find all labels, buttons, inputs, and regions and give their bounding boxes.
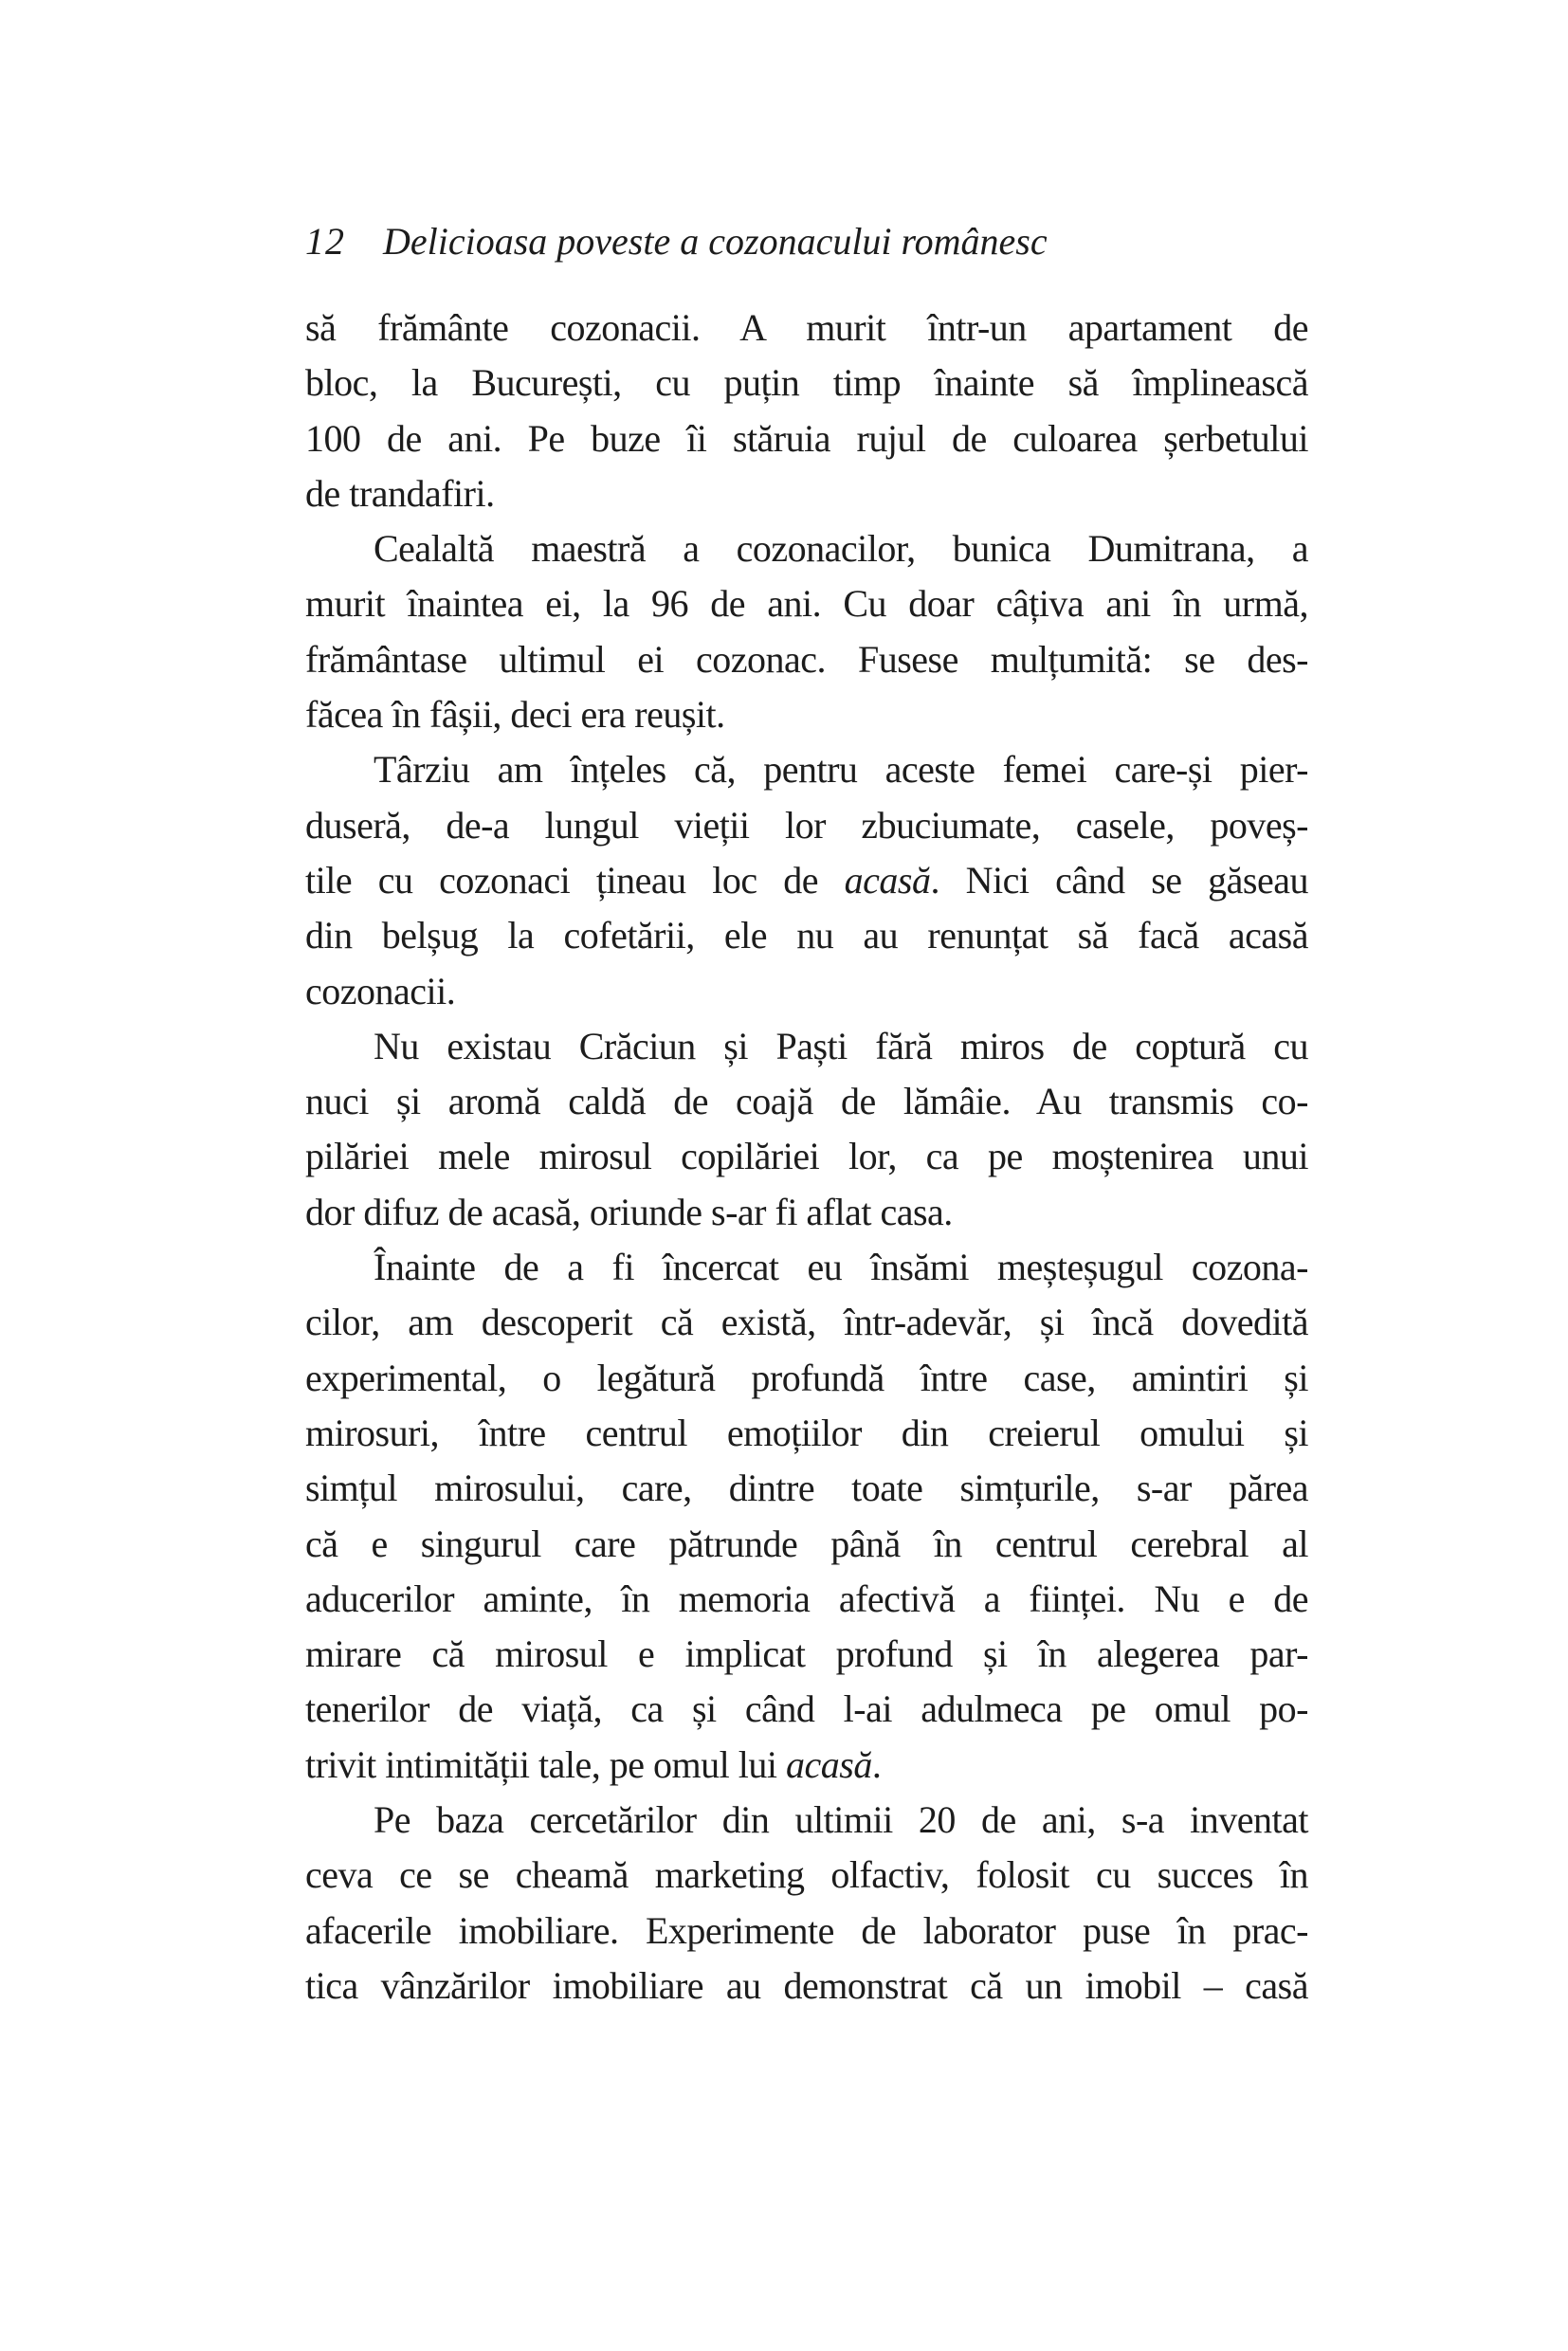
text-line: [305, 1129, 1308, 1184]
text-segment: Cealaltă maestră a cozonacilor, bunica Dumitrana, a: [374, 527, 1308, 571]
text-segment: dor difuz de acasă, oriunde s-ar fi aflat casa.: [305, 1190, 953, 1233]
text-line: [305, 1295, 1308, 1350]
text-segment: tica vânzărilor imobiliare au demonstrat că un imobil – casă: [305, 1963, 1308, 2007]
text-line: [305, 411, 1308, 466]
text-line: [305, 1517, 1308, 1572]
italic-text-segment: acasă: [786, 1742, 872, 1786]
text-segment: 100 de ani. Pe buze îi stăruia rujul de culoarea șerbetului: [305, 416, 1308, 460]
text-line: [305, 687, 1308, 742]
text-segment: Târziu am înțeles că, pentru aceste femei care-și pier-: [374, 748, 1308, 792]
text-segment: cozonacii.: [305, 969, 456, 1012]
text-segment: . Nici când se găseau: [930, 858, 1308, 902]
text-segment: frământase ultimul ei cozonac. Fusese mulțumită: se des-: [305, 637, 1308, 681]
text-line: [305, 1461, 1308, 1516]
text-line: [305, 301, 1308, 355]
text-segment: făcea în fâșii, deci era reușit.: [305, 693, 725, 737]
text-line: [305, 853, 1308, 908]
page-number: 12: [305, 220, 345, 263]
text-line: [305, 466, 1308, 521]
italic-text-segment: acasă: [844, 858, 931, 902]
text-line: [305, 576, 1308, 631]
text-segment: aducerilor aminte, în memoria afectivă a ființei. Nu e de: [305, 1576, 1308, 1620]
text-segment: mirosuri, între centrul emoțiilor din creierul omului și: [305, 1411, 1308, 1454]
text-segment: bloc, la București, cu puțin timp înainte să împlinească: [305, 361, 1308, 405]
text-segment: tile cu cozonaci țineau loc de: [305, 858, 845, 902]
text-segment: Pe baza cercetărilor din ultimii 20 de ani, s-a inventat: [374, 1798, 1308, 1842]
text-segment: duseră, de-a lungul vieții lor zbuciumate, casele, poveș-: [305, 803, 1308, 847]
text-segment: ceva ce se cheamă marketing olfactiv, folosit cu succes în: [305, 1853, 1308, 1897]
text-segment: murit înaintea ei, la 96 de ani. Cu doar câțiva ani în urmă,: [305, 582, 1308, 626]
text-line: [305, 1572, 1308, 1627]
text-line: [305, 798, 1308, 853]
text-line: [305, 1074, 1308, 1129]
text-line: [305, 908, 1308, 963]
text-line: [305, 1627, 1308, 1682]
text-line: [305, 1793, 1308, 1848]
text-line: [305, 1019, 1308, 1074]
text-line: [305, 1185, 1308, 1240]
text-line: [305, 1682, 1308, 1737]
text-segment: tenerilor de viață, ca și când l-ai adulmeca pe omul po-: [305, 1687, 1308, 1731]
text-line: [305, 632, 1308, 687]
text-segment: că e singurul care pătrunde până în centrul cerebral al: [305, 1522, 1308, 1565]
body-text: [305, 301, 1308, 2014]
text-line: [305, 521, 1308, 576]
text-segment: pilăriei mele mirosul copilăriei lor, ca pe moștenirea unui: [305, 1135, 1308, 1178]
running-title: Delicioasa poveste a cozonacului românesc: [383, 220, 1048, 263]
text-line: [305, 1959, 1308, 2014]
text-line: [305, 1904, 1308, 1959]
running-head: [305, 214, 1308, 269]
text-segment: mirare că mirosul e implicat profund și în alegerea par-: [305, 1632, 1308, 1676]
text-segment: cilor, am descoperit că există, într-adevăr, și încă dovedită: [305, 1301, 1308, 1344]
text-line: [305, 1406, 1308, 1461]
text-line: [305, 1351, 1308, 1406]
text-line: [305, 964, 1308, 1019]
text-line: [305, 1848, 1308, 1903]
text-segment: experimental, o legătură profundă între case, amintiri și: [305, 1356, 1308, 1399]
text-segment: Nu existau Crăciun și Paști fără miros de coptură cu: [374, 1024, 1308, 1067]
text-segment: afacerile imobiliare. Experimente de laborator puse în prac-: [305, 1908, 1308, 1952]
text-segment: de trandafiri.: [305, 471, 495, 515]
text-segment: simțul mirosului, care, dintre toate simțurile, s-ar părea: [305, 1467, 1308, 1510]
text-segment: din belșug la cofetării, ele nu au renunțat să facă acasă: [305, 914, 1308, 957]
text-segment: Înainte de a fi încercat eu însămi meșteșugul cozona-: [374, 1246, 1308, 1289]
text-segment: să frământe cozonacii. A murit într-un apartament de: [305, 306, 1308, 349]
text-segment: .: [871, 1742, 882, 1786]
text-segment: nuci și aromă caldă de coajă de lămâie. Au transmis co-: [305, 1080, 1308, 1123]
text-line: [305, 742, 1308, 797]
text-line: [305, 1240, 1308, 1295]
text-segment: trivit intimității tale, pe omul lui: [305, 1742, 786, 1786]
text-line: [305, 1738, 1308, 1793]
text-line: [305, 355, 1308, 410]
